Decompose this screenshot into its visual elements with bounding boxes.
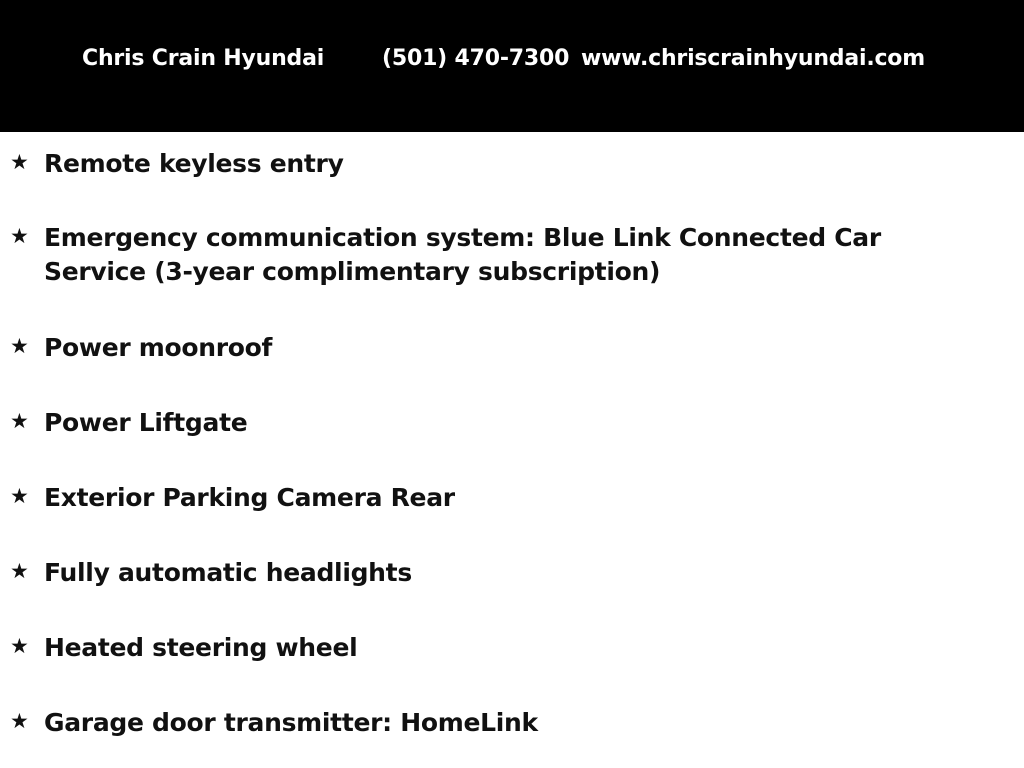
- star-icon: ★: [10, 334, 29, 358]
- star-icon: ★: [10, 150, 29, 174]
- dealer-name: Chris Crain Hyundai: [82, 46, 325, 71]
- feature-text: Power moonroof: [44, 333, 273, 362]
- star-icon: ★: [10, 224, 29, 248]
- feature-item: [0, 147, 1024, 181]
- feature-item: [0, 556, 1024, 590]
- star-icon: ★: [10, 409, 29, 433]
- feature-item: [0, 406, 1024, 440]
- feature-text: Garage door transmitter: HomeLink: [44, 708, 538, 737]
- feature-text: Fully automatic headlights: [44, 558, 412, 587]
- dealer-header: [0, 0, 1024, 132]
- dealer-website: www.chriscrainhyundai.com: [581, 46, 925, 71]
- feature-text: Remote keyless entry: [44, 149, 344, 178]
- feature-item: [0, 331, 1024, 365]
- star-icon: ★: [10, 559, 29, 583]
- feature-text: Exterior Parking Camera Rear: [44, 483, 455, 512]
- feature-item: [0, 221, 1024, 289]
- dealer-phone: (501) 470-7300: [382, 46, 570, 71]
- feature-text: Power Liftgate: [44, 408, 248, 437]
- feature-item: [0, 631, 1024, 665]
- feature-item: [0, 481, 1024, 515]
- feature-text: Heated steering wheel: [44, 633, 358, 662]
- star-icon: ★: [10, 484, 29, 508]
- feature-text: Emergency communication system: Blue Link Connected Car Service (3-year complimentary subscription): [44, 223, 881, 286]
- star-icon: ★: [10, 709, 29, 733]
- star-icon: ★: [10, 634, 29, 658]
- feature-item: [0, 706, 1024, 740]
